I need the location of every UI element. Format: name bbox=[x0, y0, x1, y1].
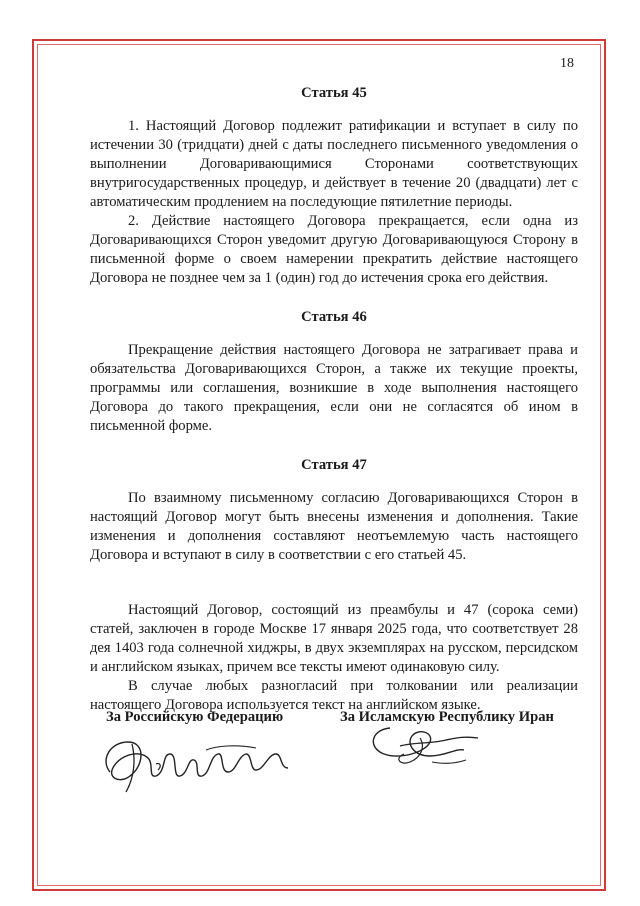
article-title: Статья 47 bbox=[301, 457, 367, 473]
paragraph: Прекращение действия настоящего Договора не затрагивает права и обязательства Договаривающихся Сторон, а также их текущие проекты, программы или соглашения, возникшие в ходе выполнения настоящего Договора до такого прекращения, если они не согласятся об ином в письменной форме. bbox=[90, 342, 578, 434]
article-46 bbox=[90, 308, 578, 436]
article-45 bbox=[90, 84, 578, 288]
signature-russia-image bbox=[96, 720, 306, 800]
spacer bbox=[90, 585, 578, 601]
signature-iran-image bbox=[360, 702, 510, 782]
paragraph: По взаимному письменному согласию Договаривающихся Сторон в настоящий Договор могут быть внесены изменения и дополнения. Такие изменения и дополнения составляют неотъемлемую часть настоящего Договора и вступают в силу в соответствии с его статьей 45. bbox=[90, 490, 578, 563]
page-number: 18 bbox=[560, 56, 574, 71]
closing-paragraph: В случае любых разногласий при толковании или реализации настоящего Договора используется текст на английском языке. bbox=[90, 678, 578, 713]
signature-label-iran: За Исламскую Республику Иран bbox=[340, 709, 554, 725]
closing-paragraph: Настоящий Договор, состоящий из преамбулы и 47 (сорока семи) статей, заключен в городе Москве 17 января 2025 года, что соответствует 28 дея 1403 года солнечной хиджры, в двух экземплярах на русском, персидском и английском языках, причем все тексты имеют одинаковую силу. bbox=[90, 602, 578, 675]
paragraph: 2. Действие настоящего Договора прекращается, если одна из Договаривающихся Сторон уведомит другую Договаривающуюся Сторону в письменной форме о своем намерении прекратить действие настоящего Договора не позднее чем за 1 (один) год до истечения срока его действия. bbox=[90, 213, 578, 286]
document-body bbox=[90, 84, 578, 715]
paragraph: 1. Настоящий Договор подлежит ратификации и вступает в силу по истечении 30 (тридцати) дней с даты последнего письменного уведомления о выполнении Договаривающимися Сторонами соответствующих внутригосударственных процедур, и действует в течение 20 (двадцати) лет с автоматическим продлением на последующие пятилетние периоды. bbox=[90, 118, 578, 210]
article-47 bbox=[90, 456, 578, 565]
article-title: Статья 46 bbox=[301, 309, 367, 325]
signature-label-russia: За Российскую Федерацию bbox=[106, 709, 284, 725]
article-title: Статья 45 bbox=[301, 85, 367, 101]
